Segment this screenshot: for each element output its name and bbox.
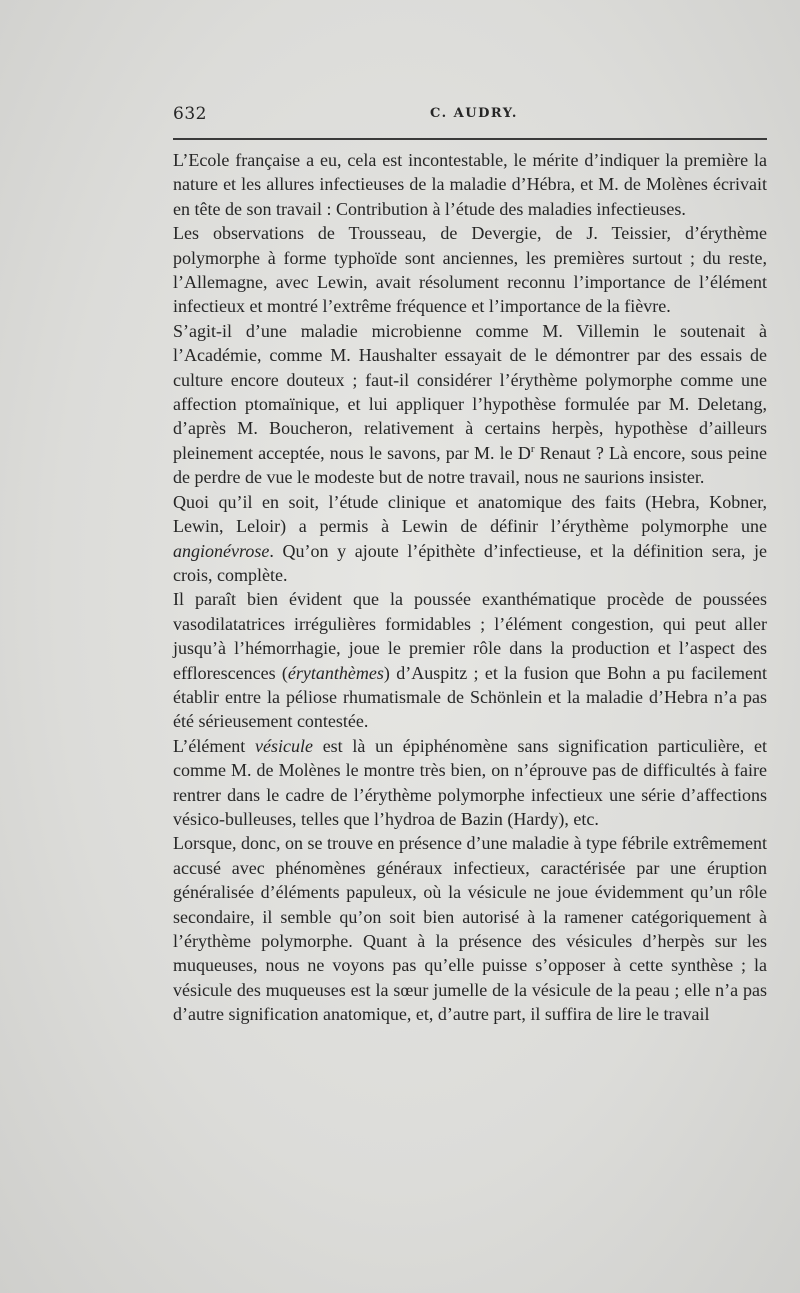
body-text bbox=[173, 148, 767, 1027]
paragraph-text: est là un épiphénomène sans signification particulière, et comme M. de Molènes le montre très bien, on n’éprouve pas de difficultés à faire rentrer dans le cadre de l’érythème polymorphe infectieux une série d’affections vésico-bulleuses, telles que l’hydroa de Bazin (Hardy), etc. bbox=[173, 735, 767, 829]
page-number: 632 bbox=[173, 104, 207, 124]
paragraph-text: Quoi qu’il en soit, l’étude clinique et anatomique des faits (Hebra, Kobner, Lewin, Leloir) a permis à Lewin de définir l’érythème polymorphe une bbox=[173, 491, 767, 537]
paragraph bbox=[173, 734, 767, 832]
italic-term: vésicule bbox=[255, 735, 313, 756]
paragraph: L’Ecole française a eu, cela est incontestable, le mérite d’indiquer la première la nature et les allures infectieuses de la maladie d’Hébra, et M. de Molènes écrivait en tête de son travail : Contribution à l’étude des maladies infectieuses. bbox=[173, 150, 767, 219]
running-head: C. AUDRY. bbox=[430, 106, 518, 121]
paragraph-text: ) d’Auspitz ; et la fusion que Bohn a pu facilement établir entre la péliose rhumatismale de Schönlein et la maladie d’Hebra n’a pas été sérieusement contestée. bbox=[173, 662, 767, 732]
paragraph-text: Renaut ? Là encore, sous peine de perdre de vue le modeste but de notre travail, nous ne saurions insister. bbox=[173, 442, 767, 488]
paragraph: Les observations de Trousseau, de Devergie, de J. Teissier, d’érythème polymorphe à forme typhoïde sont anciennes, les premières surtout ; du reste, l’Allemagne, avec Lewin, avait résolument reconnu l’importance de l’élément infectieux et montré l’extrême fréquence et l’importance de la fièvre. bbox=[173, 223, 767, 317]
header-rule bbox=[173, 138, 767, 140]
paragraph: Lorsque, donc, on se trouve en présence d’une maladie à type fébrile extrêmement accusé avec phénomènes généraux infectieux, caractérisée par une éruption généralisée d’éléments papuleux, où la vésicule ne joue évidemment qu’un rôle secondaire, il semble qu’on soit bien autorisé à la ramener catégoriquement à l’érythème polymorphe. Quant à la présence des vésicules d’herpès sur les muqueuses, nous ne voyons pas qu’elle puisse s’opposer à cette synthèse ; la vésicule des muqueuses est la sœur jumelle de la vésicule de la peau ; elle n’a pas d’autre signification anatomique, et, d’autre part, il suffira de lire le travail bbox=[173, 833, 767, 1025]
paragraph-text: Il paraît bien évident que la poussée exanthématique procède de poussées vasodilatatrices irrégulières formidables ; l’élément congestion, qui peut aller jusqu’à l’hémorrhagie, joue le premier rôle dans la production et l’aspect des efflorescences ( bbox=[173, 589, 767, 683]
page-header bbox=[173, 104, 767, 126]
paragraph-text: . Qu’on y ajoute l’épithète d’infectieuse, et la définition sera, je crois, complète. bbox=[173, 540, 767, 585]
paragraph-text: L’élément bbox=[173, 735, 256, 756]
superscript: r bbox=[530, 442, 535, 455]
italic-term: érytanthèmes bbox=[287, 662, 384, 683]
paragraph-text: S’agit-il d’une maladie microbienne comme M. Villemin le soutenait à l’Académie, comme M. Haushalter essayait de le démontrer par des essais de culture encore douteux ; faut-il considérer l’érythème polymorphe comme une affection ptomaïnique, et lui appliquer l’hypothèse formulée par M. Deletang, d’après M. Boucheron, relativement à certains herpès, hypothèse d’ailleurs pleinement acceptée, nous le savons, par M. le D bbox=[173, 320, 767, 463]
paragraph bbox=[173, 490, 767, 588]
paragraph bbox=[173, 587, 767, 733]
paragraph bbox=[173, 319, 767, 490]
italic-term: angionévrose bbox=[173, 540, 270, 561]
